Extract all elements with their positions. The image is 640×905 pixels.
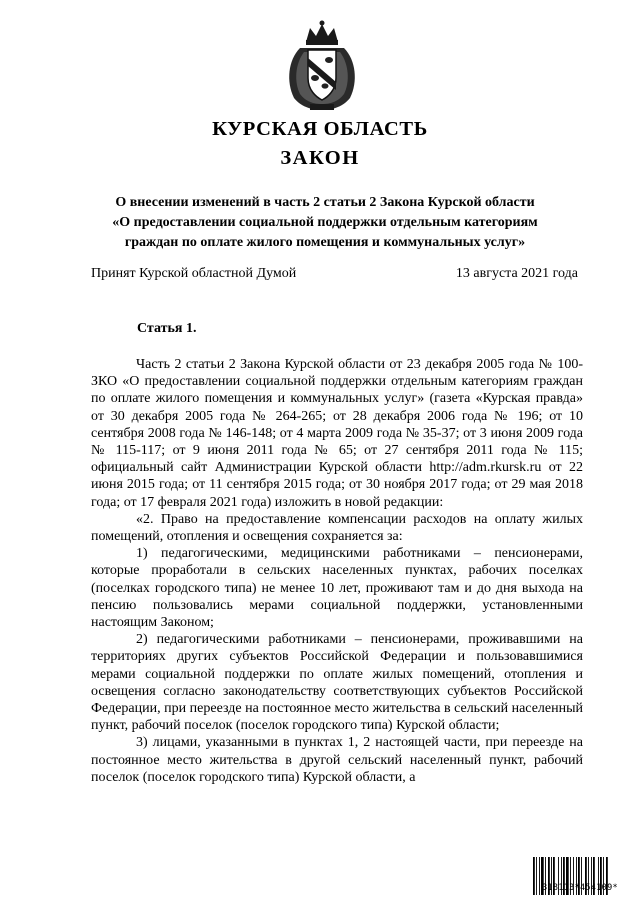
law-title-line: О внесении изменений в часть 2 статьи 2 Закона Курской области xyxy=(115,195,535,210)
article-heading: Статья 1. xyxy=(137,321,197,336)
adopted-by: Принят Курской областной Думой xyxy=(91,266,297,281)
article-item: 3) лицами, указанными в пунктах 1, 2 настоящей части, при переезде на постоянное место жительства в другой сельский населенный пункт, рабочий поселок (поселок городского типа) Курской области, а xyxy=(91,735,583,785)
article-item: 2) педагогическими работниками – пенсионерами, проживавшими на территориях других субъектов Российской Федерации и пользовавшимися мерами социальной поддержки по оплате жилых помещений, отопления и освещения согласно законодательству соответствующих субъектов Российской Федерации, при переезде на постоянное место жительства в сельский населенный пункт, рабочий поселок (поселок городского типа) Курской области; xyxy=(91,632,583,734)
barcode-number: 318113*454109* xyxy=(542,883,618,893)
article-body xyxy=(91,356,583,786)
region-title: КУРСКАЯ ОБЛАСТЬ xyxy=(212,118,428,140)
law-title-line: «О предоставлении социальной поддержки отдельным категориям xyxy=(112,215,538,230)
article-item: 1) педагогическими, медицинскими работниками – пенсионерами, которые проработали в сельских населенных пунктах, рабочих поселках (поселках городского типа) не менее 10 лет, проживают там и до дня выхода на пенсию пользовались мерами социальной поддержки, установленными настоящим Законом; xyxy=(91,546,583,631)
document-type: ЗАКОН xyxy=(280,147,360,169)
adoption-date: 13 августа 2021 года xyxy=(455,266,578,281)
article-paragraph: Часть 2 статьи 2 Закона Курской области от 23 декабря 2005 года № 100-ЗКО «О предоставлении социальной поддержки отдельным категориям граждан по оплате жилого помещения и коммунальных услуг» (газета «Курская правда» от 30 декабря 2005 года № 264-265; от 28 декабря 2006 года № 196; от 10 сентября 2008 года № 146-148; от 4 марта 2009 года № 35-37; от 3 июня 2009 года № 115-117; от 9 июня 2011 года № 65; от 27 сентября 2011 года № 115; официальный сайт Администрации Курской области http://adm.rkursk.ru от 22 июня 2015 года; от 11 сентября 2015 года; от 30 ноября 2017 года; от 29 мая 2018 года; от 17 февраля 2021 года) изложить в новой редакции: xyxy=(91,357,583,510)
law-title-line: граждан по оплате жилого помещения и коммунальных услуг» xyxy=(124,235,526,250)
article-paragraph: «2. Право на предоставление компенсации расходов на оплату жилых помещений, отопления и освещения сохраняется за: xyxy=(91,511,583,545)
coat-of-arms-icon xyxy=(280,20,364,112)
law-title xyxy=(80,193,570,253)
